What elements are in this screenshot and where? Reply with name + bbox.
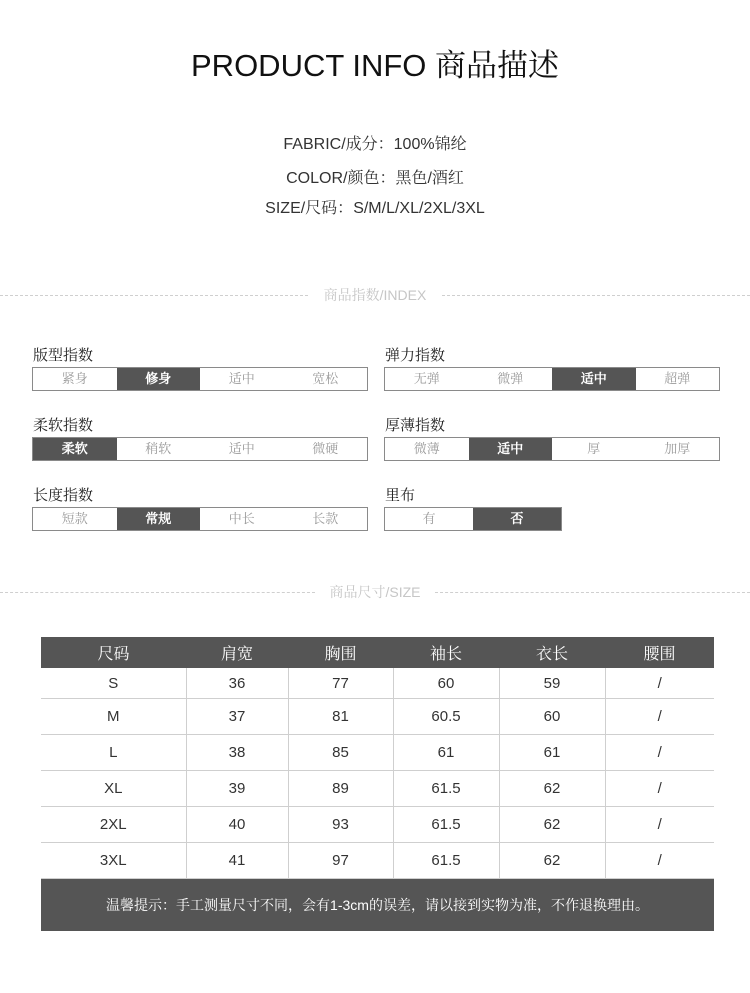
table-row (41, 668, 714, 699)
table-cell: 62 (499, 771, 605, 807)
index-scale (384, 367, 720, 391)
index-heading: 商品指数/INDEX (323, 287, 427, 303)
index-title: 里布 (385, 487, 416, 504)
column-header: 袖长 (393, 637, 499, 668)
index-option: 短款 (61, 511, 88, 526)
index-title: 柔软指数 (33, 417, 94, 434)
table-cell: / (605, 668, 714, 699)
index-option-selected: 适中 (552, 368, 636, 390)
index-option: 加厚 (664, 441, 691, 456)
index-option: 微薄 (413, 441, 440, 456)
table-cell: 60 (499, 699, 605, 735)
table-cell: S (41, 668, 186, 699)
table-cell: 89 (288, 771, 393, 807)
table-cell: 40 (186, 807, 288, 843)
size-note: 温馨提示：手工测量尺寸不同，会有1-3cm的误差，请以接到实物为准，不作退换理由。 (41, 879, 714, 931)
size-divider (0, 582, 750, 602)
table-cell: 97 (288, 843, 393, 879)
index-option: 宽松 (312, 371, 339, 386)
table-cell: 61.5 (393, 843, 499, 879)
table-cell: 38 (186, 735, 288, 771)
index-title: 长度指数 (33, 487, 94, 504)
table-cell: 61.5 (393, 771, 499, 807)
table-cell: 85 (288, 735, 393, 771)
index-option-selected: 常规 (117, 508, 201, 530)
table-cell: 37 (186, 699, 288, 735)
spec-label: SIZE/尺码： (265, 200, 354, 217)
table-row (41, 807, 714, 843)
spec-label: COLOR/颜色： (286, 170, 396, 187)
index-option-selected: 修身 (117, 368, 201, 390)
table-row (41, 843, 714, 879)
index-scale (384, 437, 720, 461)
table-cell: 62 (499, 843, 605, 879)
column-header: 肩宽 (186, 637, 288, 668)
size-heading: 商品尺寸/SIZE (329, 584, 421, 600)
table-cell: 61 (393, 735, 499, 771)
index-option: 微硬 (312, 441, 339, 456)
table-cell: / (605, 699, 714, 735)
index-option: 无弹 (413, 371, 440, 386)
index-option: 微弹 (497, 371, 524, 386)
divider-line (442, 295, 750, 296)
table-cell: 60.5 (393, 699, 499, 735)
table-cell: M (41, 699, 186, 735)
index-title: 厚薄指数 (385, 417, 446, 434)
table-cell: L (41, 735, 186, 771)
column-header: 衣长 (499, 637, 605, 668)
table-cell: 61 (499, 735, 605, 771)
spec-size (0, 195, 750, 218)
table-cell: 2XL (41, 807, 186, 843)
spec-fabric (0, 131, 750, 154)
index-option: 适中 (228, 371, 255, 386)
index-option: 适中 (228, 441, 255, 456)
table-header-row (41, 637, 714, 668)
column-header: 腰围 (605, 637, 714, 668)
index-title: 弹力指数 (385, 347, 446, 364)
index-option: 中长 (228, 511, 255, 526)
table-cell: 61.5 (393, 807, 499, 843)
column-header: 胸围 (288, 637, 393, 668)
index-divider (0, 285, 750, 305)
index-option-selected: 适中 (469, 438, 553, 460)
table-cell: / (605, 843, 714, 879)
spec-value: 黑色/酒红 (395, 170, 464, 187)
page-title: PRODUCT INFO 商品描述 (191, 48, 559, 83)
table-cell: 39 (186, 771, 288, 807)
index-scale (32, 367, 368, 391)
spec-color (0, 165, 750, 188)
spec-value: 100%锦纶 (393, 136, 467, 153)
table-cell: 59 (499, 668, 605, 699)
index-option: 稍软 (145, 441, 172, 456)
spec-value: S/M/L/XL/2XL/3XL (353, 200, 485, 217)
index-option-selected: 柔软 (33, 438, 117, 460)
table-cell: / (605, 807, 714, 843)
table-cell: XL (41, 771, 186, 807)
divider-line (435, 592, 750, 593)
table-row (41, 735, 714, 771)
index-option-selected: 否 (473, 508, 561, 530)
table-cell: 3XL (41, 843, 186, 879)
spec-label: FABRIC/成分： (283, 136, 394, 153)
index-scale (32, 437, 368, 461)
table-cell: 36 (186, 668, 288, 699)
index-title: 版型指数 (33, 347, 94, 364)
table-cell: 41 (186, 843, 288, 879)
size-table (41, 637, 714, 879)
index-option: 厚 (587, 441, 601, 456)
table-row (41, 771, 714, 807)
index-option: 有 (422, 511, 436, 526)
table-cell: 60 (393, 668, 499, 699)
table-cell: / (605, 735, 714, 771)
table-row (41, 699, 714, 735)
table-cell: 62 (499, 807, 605, 843)
table-cell: / (605, 771, 714, 807)
table-cell: 77 (288, 668, 393, 699)
index-scale (32, 507, 368, 531)
table-cell: 81 (288, 699, 393, 735)
index-option: 超弹 (664, 371, 691, 386)
index-option: 紧身 (61, 371, 88, 386)
index-option: 长款 (312, 511, 339, 526)
index-scale (384, 507, 562, 531)
column-header: 尺码 (41, 637, 186, 668)
table-cell: 93 (288, 807, 393, 843)
